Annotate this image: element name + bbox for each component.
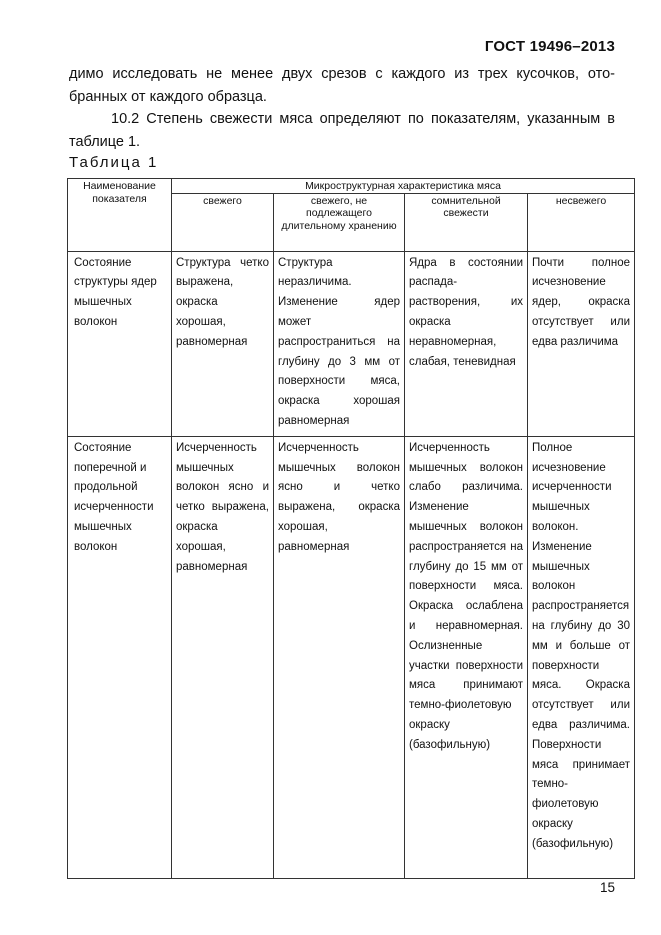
table-cell: Структура четко выражена, окраска хорошая, равномерная xyxy=(172,251,274,436)
paragraph-continuation: димо исследовать не менее двух срезов с каждого из трех кусочков, ото- бранных от каждого образца. xyxy=(69,66,615,105)
header-col-fresh-short-storage: свежего, не подлежащего длительному хранению xyxy=(274,193,405,251)
table-cell: Структура неразличима. Изменение ядер может распространиться на глубину до 3 мм от поверхности мяса, окраска хорошая равномерная xyxy=(274,251,405,436)
row-name: Состояние поперечной и продольной исчерченности мышечных волокон xyxy=(68,436,172,878)
header-group: Микроструктурная характеристика мяса xyxy=(172,179,635,194)
table-cell: Полное исчезновение исчерченности мышечных волокон. Изменение мышечных волокон распространяется на глубину до 30 мм и больше от поверхности мяса. Окраска отсутствует или едва различима. Поверхности мяса принимает темно-фиолетовую окраску (базофильную) xyxy=(528,436,635,878)
header-indicator: Наименование показателя xyxy=(68,179,172,252)
header-col-doubtful: сомнительной свежести xyxy=(405,193,528,251)
freshness-table xyxy=(67,178,635,879)
table-cell: Почти полное исчезновение ядер, окраска отсутствует или едва различима xyxy=(528,251,635,436)
page-number: 15 xyxy=(599,880,615,895)
table-cell: Исчерченность мышечных волокон ясно и четко выражена, окраска хорошая, равномерная xyxy=(274,436,405,878)
header-col-fresh: свежего xyxy=(172,193,274,251)
table-cell: Исчерченность мышечных волокон ясно и четко выражена, окраска хорошая, равномерная xyxy=(172,436,274,878)
paragraph-10-2-text: 10.2 Степень свежести мяса определяют по показателям, указанным в таблице 1. xyxy=(69,111,615,150)
row-name: Состояние структуры ядер мышечных волокон xyxy=(68,251,172,436)
table-row xyxy=(68,436,635,878)
paragraph-10-2 xyxy=(69,108,615,154)
table-header-row xyxy=(68,179,635,194)
table-caption: Таблица 1 xyxy=(69,154,159,171)
standard-designation: ГОСТ 19496–2013 xyxy=(484,38,615,55)
header-col-stale: несвежего xyxy=(528,193,635,251)
table-cell: Ядра в состоянии распада-растворения, их окраска неравномерная, слабая, теневидная xyxy=(405,251,528,436)
table-row xyxy=(68,251,635,436)
table-cell: Исчерченность мышечных волокон слабо различима. Изменение мышечных волокон распространяется на глубину до 15 мм от поверхности мяса. Окраска ослаблена и неравномерная. Ослизненные участки поверхности мяса принимают темно-фиолетовую окраску (базофильную) xyxy=(405,436,528,878)
